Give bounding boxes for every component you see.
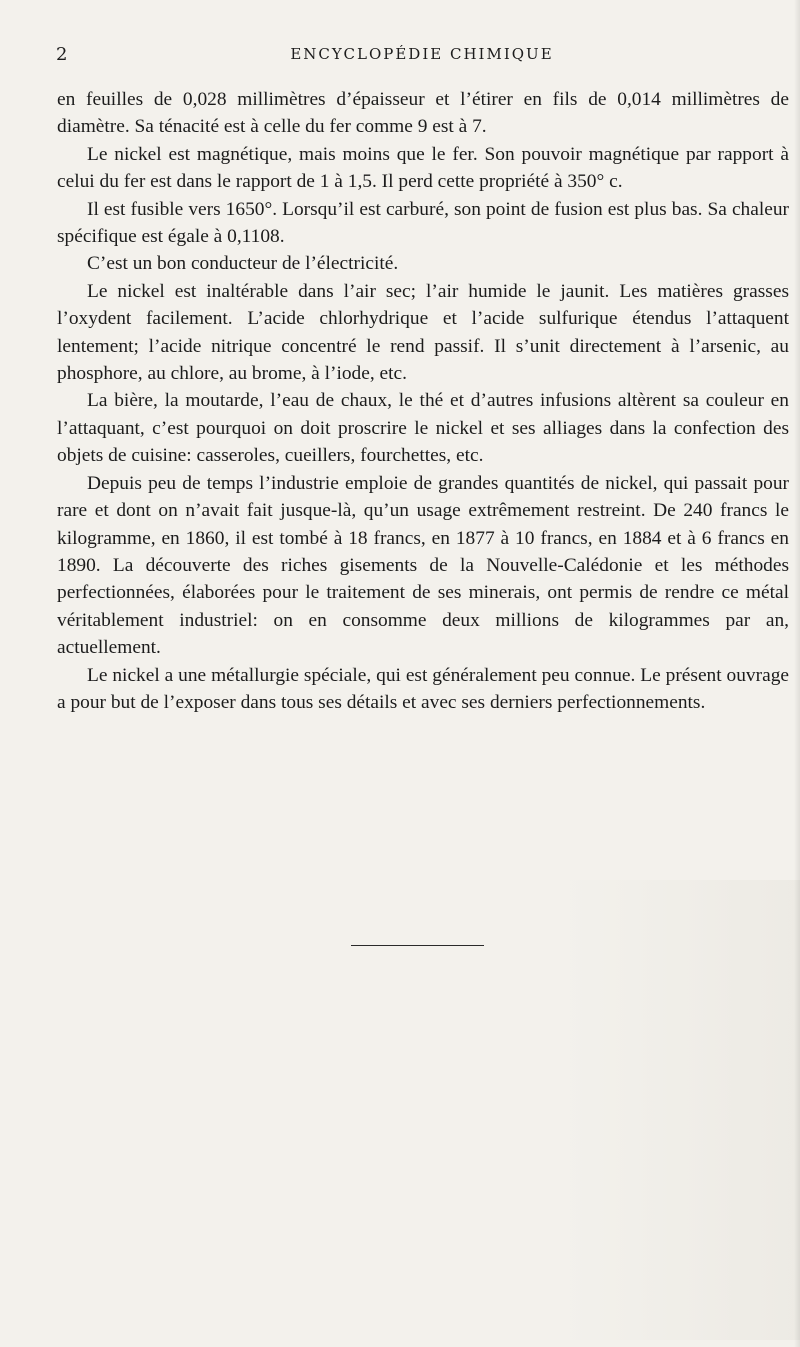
paragraph-chemical-behavior: Le nickel est inaltérable dans l’air sec; l’air humide le jaunit. Les matières grasses l’oxydent facilement. L’acide chlorhydrique et l’acide sulfurique étendus l’attaquent lentement; l’acide nitrique concentré le rend passif. Il s’unit directement à l’arsenic, au phosphore, au chlore, au brome, à l’iode, etc. — [57, 280, 789, 385]
page-number: 2 — [56, 44, 68, 65]
paragraph-conductor: C’est un bon conducteur de l’électricité. — [87, 253, 399, 275]
paragraph-fusion: Il est fusible vers 1650°. Lorsqu’il est carburé, son point de fusion est plus bas. Sa chaleur spécifique est égale à 0,1108. — [57, 198, 789, 248]
paragraph-magnetism: Le nickel est magnétique, mais moins que le fer. Son pouvoir magnétique par rapport à celui du fer est dans le rapport de 1 à 1,5. Il perd cette propriété à 350° c. — [57, 143, 789, 193]
paragraph-purpose: Le nickel a une métallurgie spéciale, qui est généralement peu connue. Le présent ouvrage a pour but de l’exposer dans tous ses détails et avec ses derniers perfectionnements. — [57, 664, 789, 713]
running-head — [56, 44, 788, 68]
page-edge-shadow — [794, 0, 800, 1347]
paragraph-continuation: en feuilles de 0,028 millimètres d’épaisseur et l’étirer en fils de 0,014 millimètres de diamètre. Sa ténacité est à celle du fer comme 9 est à 7. — [57, 89, 789, 138]
paragraph-industry: Depuis peu de temps l’industrie emploie de grandes quantités de nickel, qui passait pour rare et dont on n’avait fait jusque-là, qu’un usage extrêmement restreint. De 240 francs le kilogramme, en 1860, il est tombé à 18 francs, en 1877 à 10 francs, en 1884 et à 6 francs en 1890. La découverte des riches gisements de la Nouvelle-Calédonie et les méthodes perfectionnées, élaborées pour le traitement de ses minerais, ont permis de rendre ce métal véritablement industriel: on en consomme deux millions de kilogrammes par an, actuellement. — [57, 472, 789, 659]
paragraph-food-alteration: La bière, la moutarde, l’eau de chaux, le thé et d’autres infusions altèrent sa couleur en l’attaquant, c’est pourquoi on doit proscrire le nickel et ses alliages dans la confection des objets de cuisine: casseroles, cueillers, fourchettes, etc. — [57, 390, 789, 467]
closing-rule — [351, 945, 484, 946]
running-title: ENCYCLOPÉDIE CHIMIQUE — [290, 45, 554, 63]
show-through-shading — [560, 880, 800, 1340]
body-text — [57, 86, 789, 716]
